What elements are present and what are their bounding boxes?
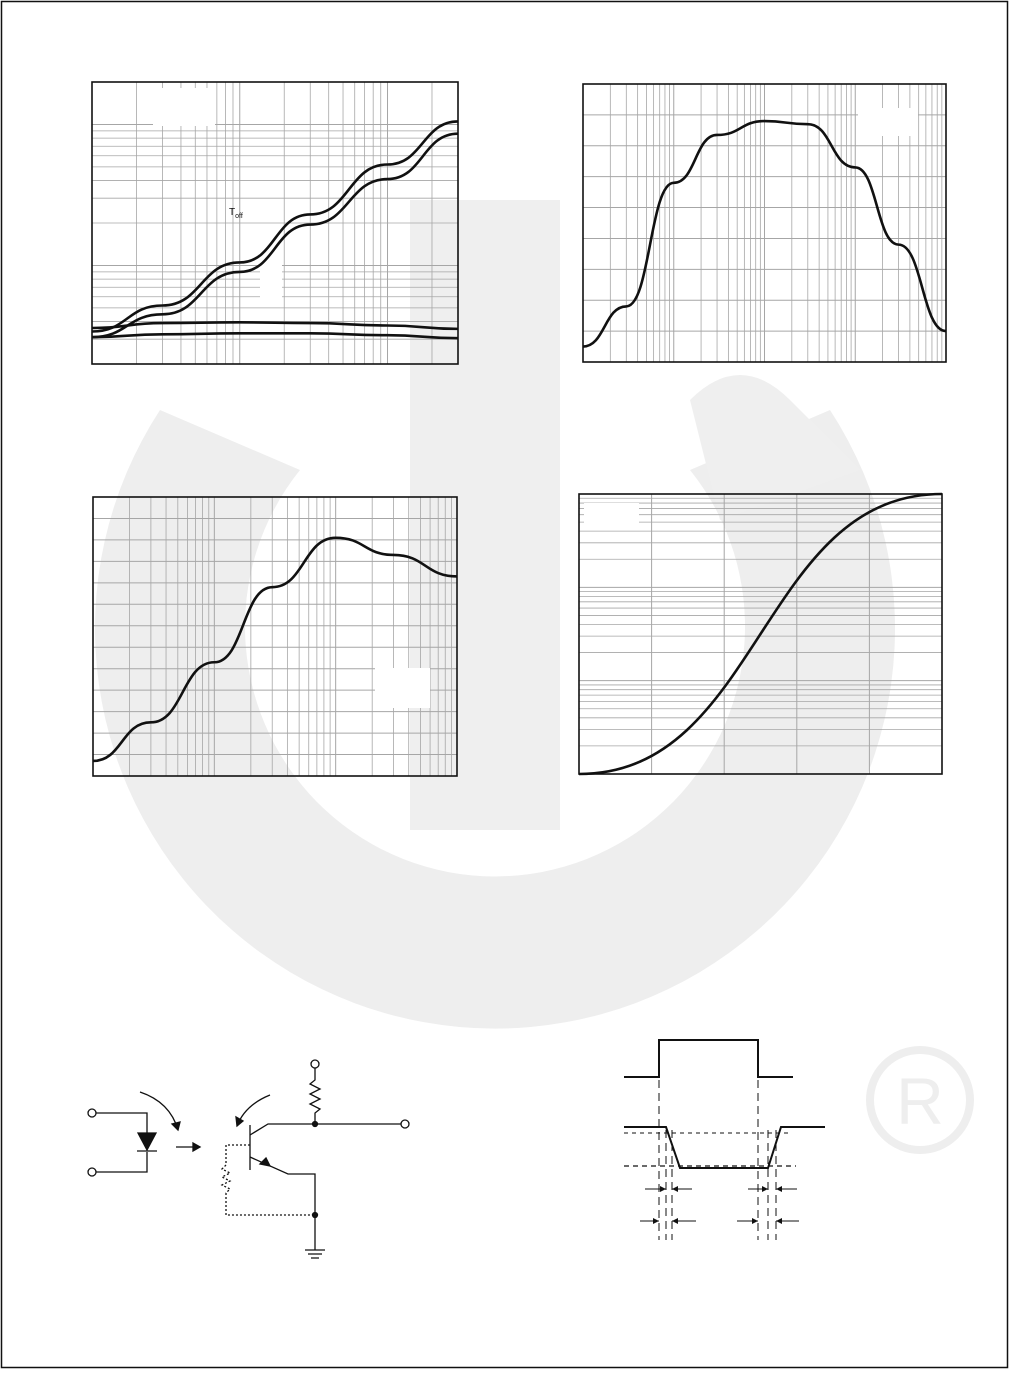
load-resistor bbox=[310, 1068, 320, 1124]
toff-label bbox=[229, 207, 243, 220]
plot-label-box bbox=[375, 668, 430, 708]
input-terminal-top bbox=[88, 1109, 96, 1117]
series-line-3 bbox=[92, 333, 458, 338]
light-arrow-head bbox=[193, 1143, 200, 1151]
plot-label-box bbox=[584, 503, 639, 529]
output-terminal bbox=[401, 1120, 409, 1128]
base-resistor-dotted bbox=[222, 1145, 315, 1215]
test-circuit bbox=[88, 1060, 409, 1258]
arrowheads bbox=[653, 1186, 782, 1224]
series-line-2 bbox=[92, 322, 458, 329]
curved-arrow-right-head bbox=[236, 1117, 243, 1126]
input-wire-top bbox=[96, 1113, 147, 1133]
collector-node bbox=[313, 1122, 318, 1127]
watermark-logo bbox=[95, 200, 895, 1029]
emitter-arrow bbox=[260, 1158, 270, 1166]
registered-letter: R bbox=[896, 1064, 944, 1138]
chart-switching-time bbox=[92, 82, 458, 364]
plot-label-box bbox=[153, 88, 215, 126]
led-diode-symbol bbox=[138, 1133, 156, 1150]
ground-symbol bbox=[305, 1250, 325, 1258]
toff-sub: off bbox=[235, 213, 243, 220]
transistor-collector bbox=[250, 1124, 315, 1135]
input-wire-bottom bbox=[96, 1152, 147, 1172]
transistor-emitter bbox=[250, 1157, 315, 1250]
curved-arrow-left-head bbox=[172, 1122, 180, 1130]
plot-label-box bbox=[260, 250, 282, 304]
input-pulse bbox=[624, 1040, 793, 1077]
watermark-stem-left bbox=[410, 200, 560, 830]
toff-main: T bbox=[229, 207, 236, 218]
chart-frequency-response bbox=[583, 84, 946, 362]
registered-mark bbox=[870, 1050, 970, 1150]
output-pulse bbox=[624, 1127, 825, 1168]
input-terminal-bottom bbox=[88, 1168, 96, 1176]
vcc-terminal bbox=[311, 1060, 319, 1068]
plot-label-box bbox=[858, 108, 918, 136]
timing-waveform bbox=[624, 1040, 825, 1240]
